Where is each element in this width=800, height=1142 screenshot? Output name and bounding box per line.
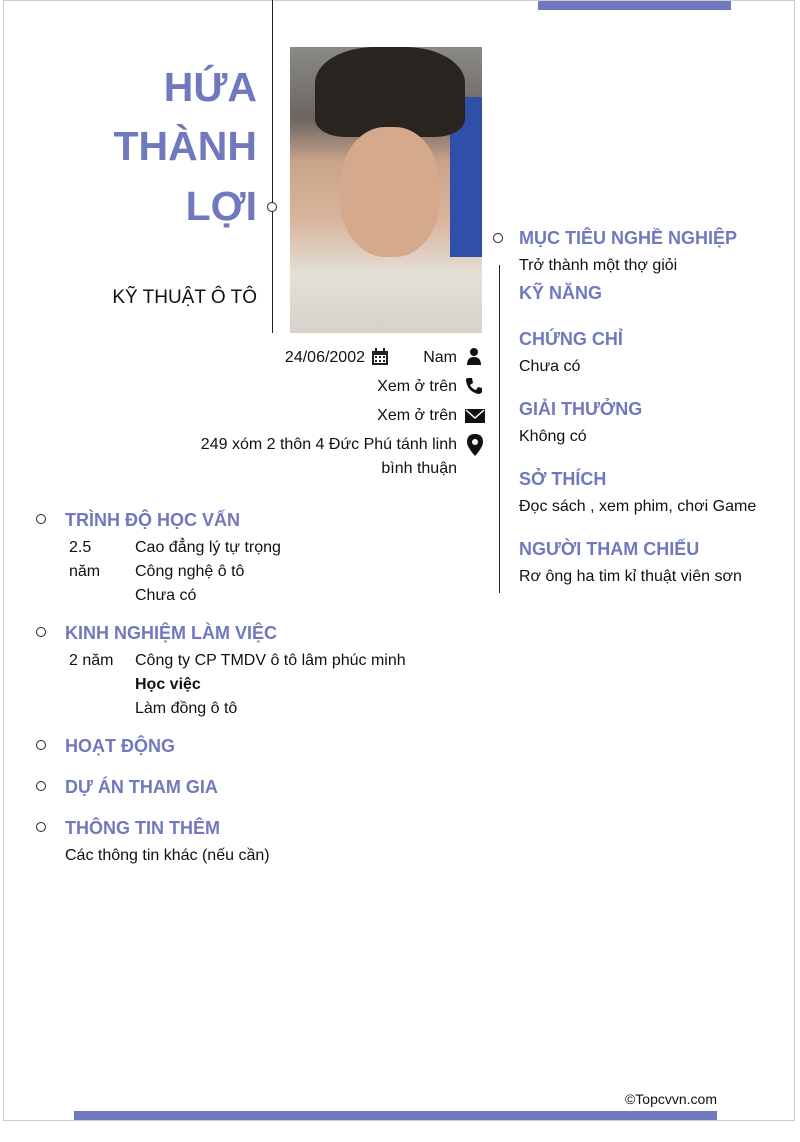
- experience-position: Học việc: [135, 676, 201, 693]
- profile-photo: [290, 47, 482, 333]
- more-info-text: Các thông tin khác (nếu cần): [65, 847, 270, 864]
- awards-title: GIẢI THƯỞNG: [519, 399, 643, 419]
- education-time-1: 2.5: [69, 539, 92, 556]
- phone-icon: [465, 377, 483, 395]
- experience-time: 2 năm: [69, 652, 114, 669]
- experience-desc: Làm đồng ô tô: [135, 700, 238, 717]
- timeline-dot: [267, 202, 277, 212]
- calendar-icon: [371, 348, 389, 366]
- name-line-2: THÀNH: [113, 123, 257, 169]
- references-title: NGƯỜI THAM CHIẾU: [519, 539, 700, 559]
- dob: 24/06/2002: [284, 349, 365, 366]
- skills-title: KỸ NĂNG: [519, 283, 603, 303]
- name-line-3: LỢI: [185, 183, 257, 229]
- section-dot: [36, 514, 46, 524]
- email-icon: [465, 408, 485, 424]
- location-pin-icon: [466, 434, 484, 456]
- education-time-2: năm: [69, 563, 101, 580]
- certificates-text: Chưa có: [519, 358, 581, 375]
- more-info-title: THÔNG TIN THÊM: [65, 818, 220, 838]
- experience-title: KINH NGHIỆM LÀM VIỆC: [65, 623, 278, 643]
- address-line-2: bình thuận: [381, 460, 457, 477]
- top-accent-bar: [538, 1, 731, 10]
- timeline-dot: [493, 233, 503, 243]
- certificates-title: CHỨNG CHỈ: [519, 329, 623, 349]
- phone: Xem ở trên: [377, 378, 457, 395]
- section-dot: [36, 740, 46, 750]
- references-text: Rơ ông ha tim kỉ thuật viên sơn: [519, 568, 742, 585]
- address-line-1: 249 xóm 2 thôn 4 Đức Phú tánh linh: [200, 436, 457, 453]
- name-line-1: HỨA: [163, 64, 257, 110]
- projects-title: DỰ ÁN THAM GIA: [65, 777, 218, 797]
- email: Xem ở trên: [377, 407, 457, 424]
- header-divider: [272, 0, 273, 333]
- hobbies-text: Đọc sách , xem phim, chơi Game: [519, 498, 757, 515]
- gender: Nam: [423, 349, 457, 366]
- person-icon: [465, 347, 483, 365]
- right-divider: [499, 265, 500, 593]
- education-note: Chưa có: [135, 587, 197, 604]
- bottom-accent-bar: [74, 1111, 717, 1120]
- job-title: KỸ THUẬT Ô TÔ: [112, 287, 257, 308]
- section-dot: [36, 822, 46, 832]
- education-title: TRÌNH ĐỘ HỌC VẤN: [65, 510, 240, 530]
- section-dot: [36, 781, 46, 791]
- education-school: Cao đẳng lý tự trọng: [135, 539, 281, 556]
- activities-title: HOẠT ĐỘNG: [65, 736, 175, 756]
- hobbies-title: SỞ THÍCH: [519, 469, 607, 489]
- career-goal-title: MỤC TIÊU NGHỀ NGHIỆP: [519, 228, 738, 248]
- education-major: Công nghệ ô tô: [135, 563, 245, 580]
- experience-company: Công ty CP TMDV ô tô lâm phúc minh: [135, 652, 406, 669]
- footer-brand: ©Topcvvn.com: [624, 1091, 717, 1107]
- section-dot: [36, 627, 46, 637]
- awards-text: Không có: [519, 428, 587, 445]
- career-goal-text: Trở thành một thợ giỏi: [519, 257, 678, 274]
